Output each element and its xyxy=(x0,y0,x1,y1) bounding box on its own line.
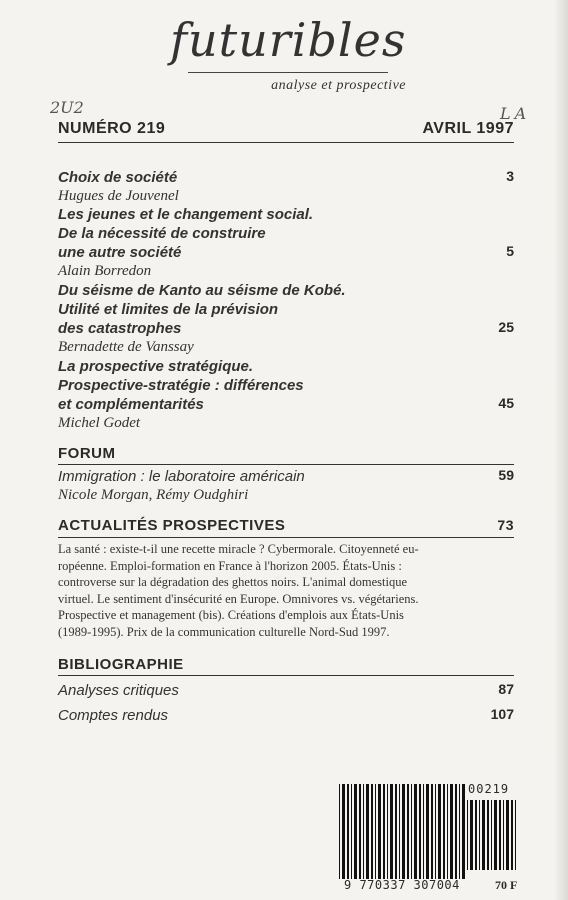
forum-heading: FORUM xyxy=(58,445,116,462)
barcode-bar xyxy=(470,800,473,870)
barcode-bar xyxy=(438,784,441,879)
barcode-bar xyxy=(450,784,453,879)
handwritten-note-right: LA xyxy=(500,104,531,123)
barcode-bars xyxy=(338,784,465,879)
barcode-bar xyxy=(407,784,409,879)
barcode-bar xyxy=(411,784,412,879)
barcode-bar xyxy=(435,784,436,879)
barcode-bar xyxy=(431,784,433,879)
bibliographie-heading: BIBLIOGRAPHIE xyxy=(58,656,184,673)
summary-line: virtuel. Le sentiment d'insécurité en Europe. Omnivores vs. végétariens. xyxy=(58,591,419,606)
bibliographie-rule xyxy=(58,675,514,676)
barcode-bar xyxy=(462,784,465,879)
barcode-bar xyxy=(426,784,429,879)
article-title-line: et complémentarités xyxy=(58,396,204,413)
article-author: Michel Godet xyxy=(58,415,141,431)
article-title-line: Choix de société xyxy=(58,169,178,186)
article-2 xyxy=(58,205,514,281)
biblio-item xyxy=(58,681,514,706)
actualites-page: 73 xyxy=(497,517,514,533)
forum-page: 59 xyxy=(498,467,514,483)
article-4 xyxy=(58,357,514,433)
biblio-label: Comptes rendus xyxy=(58,707,169,724)
article-page: 3 xyxy=(506,168,514,184)
barcode-bar xyxy=(363,784,364,879)
biblio-item xyxy=(58,706,514,731)
summary-line: controverse sur la dégradation des ghettos noirs. L'animal domestique xyxy=(58,575,408,589)
barcode-bar xyxy=(459,784,460,879)
barcode-bar xyxy=(487,800,489,870)
spine-edge xyxy=(554,0,568,900)
barcode-bar xyxy=(402,784,405,879)
forum-title: Immigration : le laboratoire américain xyxy=(58,468,305,485)
barcode-bar xyxy=(506,800,509,870)
forum-rule xyxy=(58,464,514,465)
barcode-bar xyxy=(342,784,345,879)
barcode-bar xyxy=(423,784,424,879)
barcode-bar xyxy=(467,800,468,870)
issue-date: AVRIL 1997 xyxy=(422,120,514,137)
forum-author: Nicole Morgan, Rémy Oudghiri xyxy=(58,487,249,503)
summary-line: Prospective et management (bis). Créations d'emplois aux États-Unis xyxy=(58,608,404,622)
logo-rule xyxy=(188,72,388,73)
article-title-line: Prospective-stratégie : différences xyxy=(58,377,304,394)
forum-entry xyxy=(58,467,514,504)
price: 70 F xyxy=(495,878,518,892)
article-title-line: une autre société xyxy=(58,244,182,261)
handwritten-note-left: 2U2 xyxy=(50,98,84,117)
actualites-rule xyxy=(58,537,514,538)
article-page: 45 xyxy=(498,395,514,411)
barcode-bar xyxy=(375,784,376,879)
article-title-line: Du séisme de Kanto au séisme de Kobé. xyxy=(58,282,346,299)
barcode-addon-bars xyxy=(466,800,518,870)
actualites-summary xyxy=(58,541,458,640)
barcode xyxy=(338,784,518,894)
barcode-bar xyxy=(503,800,504,870)
barcode-bar xyxy=(395,784,397,879)
barcode-bar xyxy=(399,784,400,879)
barcode-bar xyxy=(482,800,485,870)
summary-line: ropéenne. Emploi-formation en France à l'horizon 2005. États-Unis : xyxy=(58,558,402,573)
forum-article xyxy=(58,467,514,504)
summary-line: (1989-1995). Prix de la communication culturelle Nord-Sud 1997. xyxy=(58,624,390,639)
article-title-line: Les jeunes et le changement social. xyxy=(58,206,314,223)
actualites-title: ACTUALITÉS PROSPECTIVES xyxy=(58,517,286,534)
barcode-bar xyxy=(371,784,373,879)
actualites-heading xyxy=(58,517,514,534)
article-title-line: Utilité et limites de la prévision xyxy=(58,301,279,318)
article-3 xyxy=(58,281,514,357)
barcode-bar xyxy=(359,784,361,879)
article-title-line: De la nécessité de construire xyxy=(58,225,266,242)
barcode-bar xyxy=(499,800,501,870)
barcode-bar xyxy=(351,784,352,879)
barcode-bar xyxy=(455,784,457,879)
biblio-label: Analyses critiques xyxy=(58,682,179,699)
barcode-bar xyxy=(511,800,513,870)
barcode-bar xyxy=(387,784,388,879)
barcode-bar xyxy=(390,784,393,879)
barcode-digits: 9 770337 307004 xyxy=(344,878,460,892)
logo: futuribles xyxy=(170,13,407,67)
article-page: 25 xyxy=(498,319,514,335)
barcode-bar xyxy=(383,784,385,879)
barcode-bar xyxy=(378,784,381,879)
article-1 xyxy=(58,168,514,205)
barcode-bar xyxy=(479,800,480,870)
article-author: Bernadette de Vanssay xyxy=(58,339,194,355)
barcode-bar xyxy=(443,784,445,879)
article-author: Alain Borredon xyxy=(58,263,152,279)
barcode-bar xyxy=(366,784,369,879)
barcode-bar xyxy=(491,800,492,870)
article-list xyxy=(58,168,514,433)
issue-header xyxy=(58,120,514,138)
masthead xyxy=(170,13,407,93)
article-page: 5 xyxy=(506,243,514,259)
issue-number: NUMÉRO 219 xyxy=(58,120,166,137)
biblio-page: 87 xyxy=(498,681,514,697)
header-rule xyxy=(58,142,514,143)
barcode-bar xyxy=(354,784,357,879)
barcode-bar xyxy=(475,800,477,870)
barcode-bar xyxy=(414,784,417,879)
summary-line: La santé : existe-t-il une recette miracle ? Cybermorale. Citoyenneté eu- xyxy=(58,542,419,556)
barcode-bar xyxy=(447,784,448,879)
barcode-bar xyxy=(515,800,516,870)
barcode-bar xyxy=(419,784,421,879)
article-author: Hugues de Jouvenel xyxy=(58,188,179,204)
bibliographie-list xyxy=(58,681,514,731)
barcode-addon-digits: 00219 xyxy=(468,782,510,796)
article-title-line: des catastrophes xyxy=(58,320,182,337)
article-title-line: La prospective stratégique. xyxy=(58,358,254,375)
barcode-bar xyxy=(494,800,497,870)
biblio-page: 107 xyxy=(490,706,514,722)
tagline: analyse et prospective xyxy=(271,78,406,93)
barcode-bar xyxy=(339,784,340,879)
barcode-bar xyxy=(347,784,349,879)
